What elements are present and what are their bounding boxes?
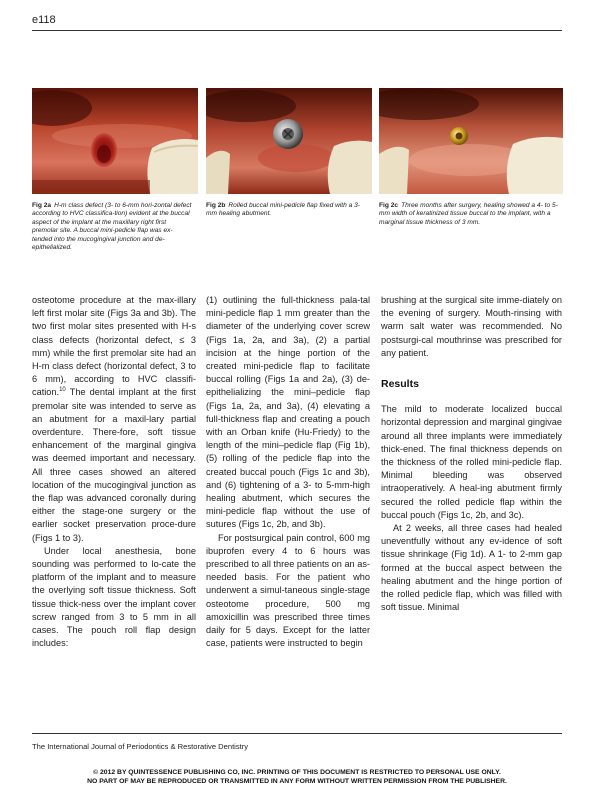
- copyright-line: NO PART OF MAY BE REPRODUCED OR TRANSMITTED IN ANY FORM WITHOUT WRITTEN PERMISSION FROM THE PUBLISHER.: [87, 778, 507, 785]
- citation-superscript: 10: [59, 387, 66, 394]
- body-paragraph: [32, 294, 196, 545]
- text-column-3: [381, 294, 562, 614]
- footer-rule: [32, 733, 562, 734]
- figure-2c-photo: [379, 88, 563, 194]
- copyright-notice: [32, 768, 562, 786]
- body-paragraph: (1) outlining the full-thickness pala-tal mini-pedicle flap 1 mm greater than the diameter of the underlying cover screw (Figs 1a, 2a, and 3a), (2) a partial incision at the hinge portion of the created mini-pedicle flap to facilitate buccal rolling (Figs 1a and 2a), (3) de-epithelializing the mini–pedicle flap (Figs 1a, 2a, and 3a), (4) elevating a full-thickness flap and creating a pouch with an Orban knife (Hu-Friedy) to the length of the mini–pedicle flap (Fig 1b), (5) rolling of the pedicle flap into the created buccal pouch (Figs 1c and 3b), and (6) tightening of a 3- to 5-mm-high healing abutment, which secures the mini-pedicle flap without the use of sutures (Figs 1c, 2b, and 3b).: [206, 295, 370, 530]
- copyright-line: © 2012 BY QUINTESSENCE PUBLISHING CO, INC. PRINTING OF THIS DOCUMENT IS RESTRICTED TO PERSONAL USE ONLY.: [93, 769, 501, 776]
- figure-2b-caption: [206, 202, 364, 219]
- figure-2b-photo: [206, 88, 372, 194]
- body-paragraph: brushing at the surgical site imme-diately on the evening of surgery. Mouth-rinsing with warm salt water was recommended. No postsurgi-cal mouthrinse was prescribed for any patient.: [381, 295, 562, 358]
- journal-name: The International Journal of Periodontics & Restorative Dentistry: [32, 742, 249, 751]
- figure-label: Fig 2a: [32, 202, 52, 209]
- caption-text: Three months after surgery, healing showed a 4- to 5-mm width of keratinized tissue buccal to the implant, with a marginal tissue thickness of 3 mm.: [379, 202, 558, 226]
- text-column-2: [206, 294, 370, 650]
- page-number: e118: [32, 14, 56, 26]
- caption-text: Rolled buccal mini-pedicle flap fixed with a 3-mm healing abutment.: [206, 202, 360, 218]
- section-heading-results: Results: [381, 378, 419, 391]
- figure-2c-caption: [379, 202, 561, 227]
- body-paragraph: For postsurgical pain control, 600 mg ibuprofen every 4 to 6 hours was prescribed to all three patients on an as-needed basis. For the patient who underwent a simul-taneous single-stage osteotome procedure, 500 mg amoxicillin was prescribed three times daily for 5 days. Except for the latter case, patients were instructed to begin: [206, 532, 370, 649]
- body-paragraph: The mild to moderate localized buccal horizontal depression and marginal gingivae around all three implants were immediately thick-ened. The final thickness depends on the thickness of the rolled mini-pedicle flap. Minimal bleeding was observed intraoperatively. A heal-ing abutment firmly secured the rolled pedicle flap within the buccal pouch (Figs 1c, 2b, and 3c).: [381, 404, 562, 520]
- paragraph-text: The dental implant at the first premolar site was intended to serve as an abutment for a maxil-lary partial overdenture. There-fore, soft tissue enhancement of the marginal gingiva was deemed important and necessary. All three cases showed an altered location of the mucogingival junction as the flap was advanced coronally during either the stage-one surgery or the earlier socket preservation proce-dure (Figs 1 to 3).: [32, 387, 196, 543]
- figure-label: Fig 2b: [206, 202, 226, 209]
- figure-2a-caption: [32, 202, 192, 252]
- figure-label: Fig 2c: [379, 202, 399, 209]
- figure-2a-photo: [32, 88, 198, 194]
- body-paragraph: At 2 weeks, all three cases had healed uneventfully without any ev-idence of soft tissue shrinkage (Fig 1d). A 1- to 2-mm gap formed at the buccal aspect between the healing abutment and the hinge portion of the rolled pedicle flap, which was filled with soft tissue. Minimal: [381, 523, 562, 613]
- body-paragraph: Under local anesthesia, bone sounding was performed to lo-cate the platform of the implant and to measure the overlying soft tissue thickness. Soft tissue thick-ness over the implant cover screw ranged from 3 to 5 mm in all cases. The pouch roll flap design includes:: [32, 545, 196, 649]
- caption-text: H-m class defect (3- to 6-mm hori-zontal defect according to HVC classifica-tion) evident at the buccal aspect of the implant at the maxillary right first premolar site. A buccal mini-pedicle flap was ex-tended into the mucogingival junction and de-epithelialized.: [32, 202, 192, 252]
- header-rule: [32, 30, 562, 31]
- text-column-1: [32, 294, 196, 650]
- paragraph-text: osteotome procedure at the max-illary left first molar site (Figs 3a and 3b). The two first molar sites presented with H-s class defects (horizontal defect, ≤ 3 mm) while the first premolar site had an H-m class defect (horizontal defect, 3 to 6 mm), according to HVC classifi-cation.: [32, 295, 196, 398]
